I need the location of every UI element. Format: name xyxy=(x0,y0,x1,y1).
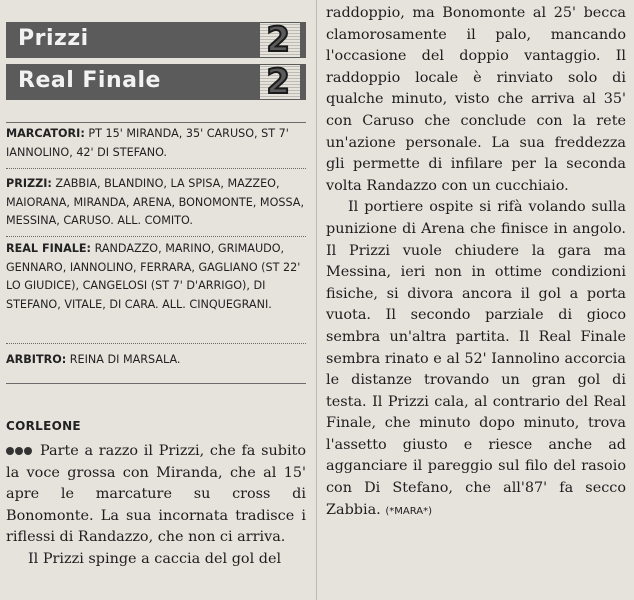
away-team-name: Real Finale xyxy=(18,68,161,93)
right-column xyxy=(322,0,634,600)
home-score: 2 xyxy=(266,20,290,60)
prizzi-lineup-text: ZABBIA, BLANDINO, LA SPISA, MAZZEO, MAIORANA, MIRANDA, ARENA, BONOMONTE, MOSSA, MESSINA, CARUSO. ALL. COMITO. xyxy=(6,177,305,227)
real-finale-lineup-block xyxy=(6,240,306,314)
divider xyxy=(6,383,306,384)
home-score-row xyxy=(6,22,306,58)
arbitro-block xyxy=(6,351,306,370)
author-signature: (*MARA*) xyxy=(385,505,432,517)
bullet-dots-icon xyxy=(6,446,34,456)
prizzi-lineup-label: PRIZZI: xyxy=(6,177,52,190)
article-p2-start: Il Prizzi spinge a caccia del gol del xyxy=(28,550,282,567)
arbitro-text: REINA DI MARSALA. xyxy=(66,353,181,366)
real-finale-lineup-text: RANDAZZO, MARINO, GRIMAUDO, GENNARO, IANNOLINO, FERRARA, GAGLIANO (ST 22' LO GIUDICE), CANGELOSI (ST 7' D'ARRIGO), DI STEFANO, VITALE, DI CARA. ALL. CINQUEGRANI. xyxy=(6,242,301,311)
away-score-row xyxy=(6,64,306,100)
prizzi-lineup-block xyxy=(6,175,306,231)
marcatori-text: PT 15' MIRANDA, 35' CARUSO, ST 7' IANNOLINO, 42' DI STEFANO. xyxy=(6,127,289,159)
marcatori-block xyxy=(6,125,306,162)
marcatori-label: MARCATORI: xyxy=(6,127,85,140)
divider xyxy=(6,168,306,169)
article-p1: Parte a razzo il Prizzi, che fa subito la voce grossa con Miranda, che al 15' apre le marcature su cross di Bonomonte. La sua incornata tradisce i riflessi di Randazzo, che non ci arriva. xyxy=(6,443,306,546)
article-paragraph xyxy=(6,441,306,549)
article-right-text xyxy=(326,3,626,522)
real-finale-lineup-label: REAL FINALE: xyxy=(6,242,92,255)
column-rule xyxy=(316,0,317,600)
home-team-name: Prizzi xyxy=(18,26,89,51)
divider xyxy=(6,236,306,237)
article-p2-end: raddoppio, ma Bonomonte al 25' becca clamorosamente il palo, mancando l'occasione del doppio vantaggio. Il raddoppio locale è rinviato solo di qualche minuto, visto che arriva al 35' con Caruso che conclude con la rete un'azione personale. La sua freddezza gli permette di infilare per la seconda volta Randazzo con un cucchiaio. xyxy=(326,5,626,194)
away-score: 2 xyxy=(266,62,290,102)
divider xyxy=(6,343,306,344)
arbitro-label: ARBITRO: xyxy=(6,353,67,366)
article-left-text xyxy=(6,441,306,571)
divider xyxy=(6,122,306,123)
section-title: CORLEONE xyxy=(6,419,81,433)
article-paragraph xyxy=(326,197,626,522)
article-p3: Il portiere ospite si rifà volando sulla punizione di Arena che finisce in angolo. Il Prizzi vuole chiudere la gara ma Messina, ieri non in ottime condizioni fisiche, si divora ancora il gol a porta vuota. Il secondo parziale di gioco sembra un'altra partita. Il Real Finale sembra rinato e al 52' Iannolino accorcia le distanze trovando un gran gol di testa. Il Prizzi cala, al contrario del Real Finale, che minuto dopo minuto, trova l'assetto giusto e riesce anche ad agganciare il pareggio sul filo del rasoio con Di Stefano, che all'87' fa secco Zabbia. xyxy=(326,199,626,518)
